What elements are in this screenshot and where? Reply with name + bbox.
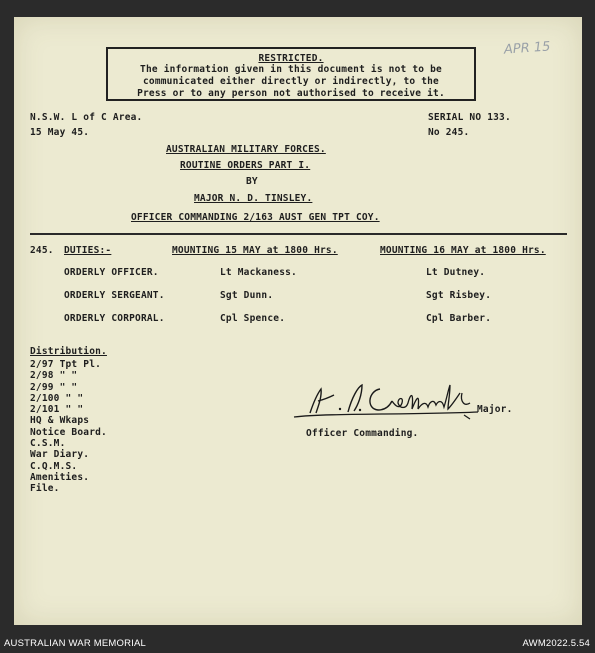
restricted-line-2: communicated either directly or indirectly, to the bbox=[143, 76, 439, 87]
column-heading-16-may: MOUNTING 16 MAY at 1800 Hrs. bbox=[380, 245, 546, 256]
area-line: N.S.W. L of C Area. bbox=[30, 112, 143, 123]
heading-line-4: MAJOR N. D. TINSLEY. bbox=[194, 193, 313, 204]
restricted-line-3: Press or to any person not authorised to receive it. bbox=[137, 88, 445, 99]
item-number: 245. bbox=[30, 245, 54, 256]
heading-line-5: OFFICER COMMANDING 2/163 AUST GEN TPT COY. bbox=[131, 212, 380, 223]
distribution-item: HQ & Wkaps bbox=[30, 415, 90, 427]
item-title: DUTIES:- bbox=[64, 245, 112, 256]
distribution-list bbox=[30, 359, 107, 495]
duty-day15: Cpl Spence. bbox=[220, 313, 286, 324]
distribution-title: Distribution. bbox=[30, 346, 107, 357]
distribution-item: 2/97 Tpt Pl. bbox=[30, 359, 102, 370]
restricted-notice bbox=[106, 47, 476, 101]
serial-number: SERIAL NO 133. bbox=[428, 112, 511, 123]
duty-day15: Lt Mackaness. bbox=[220, 267, 297, 278]
footer-accession-number: AWM2022.5.54 bbox=[522, 638, 590, 649]
order-number: No 245. bbox=[428, 127, 470, 138]
duty-role: ORDERLY CORPORAL. bbox=[64, 313, 165, 324]
distribution-item: C.Q.M.S. bbox=[30, 460, 78, 472]
duty-role: ORDERLY SERGEANT. bbox=[64, 290, 165, 301]
handwritten-signature bbox=[288, 379, 488, 423]
distribution-item: 2/98 " " bbox=[30, 370, 78, 382]
pencil-annotation: APR 15 bbox=[503, 39, 551, 58]
restricted-line-1: The information given in this document is not to be bbox=[140, 64, 442, 75]
duty-day16: Lt Dutney. bbox=[426, 267, 486, 278]
duty-role: ORDERLY OFFICER. bbox=[64, 267, 159, 278]
duty-day16: Sgt Risbey. bbox=[426, 290, 492, 301]
document-page bbox=[14, 17, 582, 625]
date-line: 15 May 45. bbox=[30, 127, 90, 138]
heading-line-3: BY bbox=[246, 176, 258, 187]
distribution-item: 2/101 " " bbox=[30, 404, 84, 416]
section-divider bbox=[30, 233, 567, 235]
distribution-item: 2/100 " " bbox=[30, 392, 84, 404]
signature-title: Officer Commanding. bbox=[306, 428, 419, 439]
distribution-item: Notice Board. bbox=[30, 426, 107, 438]
duty-day16: Cpl Barber. bbox=[426, 313, 492, 324]
footer-source: AUSTRALIAN WAR MEMORIAL bbox=[4, 638, 147, 649]
duty-day15: Sgt Dunn. bbox=[220, 290, 274, 301]
distribution-item: Amenities. bbox=[30, 471, 90, 483]
signature-rank: Major. bbox=[477, 404, 513, 415]
heading-line-1: AUSTRALIAN MILITARY FORCES. bbox=[166, 144, 326, 155]
column-heading-15-may: MOUNTING 15 MAY at 1800 Hrs. bbox=[172, 245, 338, 256]
distribution-item: C.S.M. bbox=[30, 438, 66, 450]
distribution-item: War Diary. bbox=[30, 449, 90, 461]
distribution-item: 2/99 " " bbox=[30, 381, 78, 393]
heading-line-2: ROUTINE ORDERS PART I. bbox=[180, 160, 311, 171]
distribution-item: File. bbox=[30, 483, 60, 495]
restricted-title: RESTRICTED. bbox=[258, 53, 324, 64]
